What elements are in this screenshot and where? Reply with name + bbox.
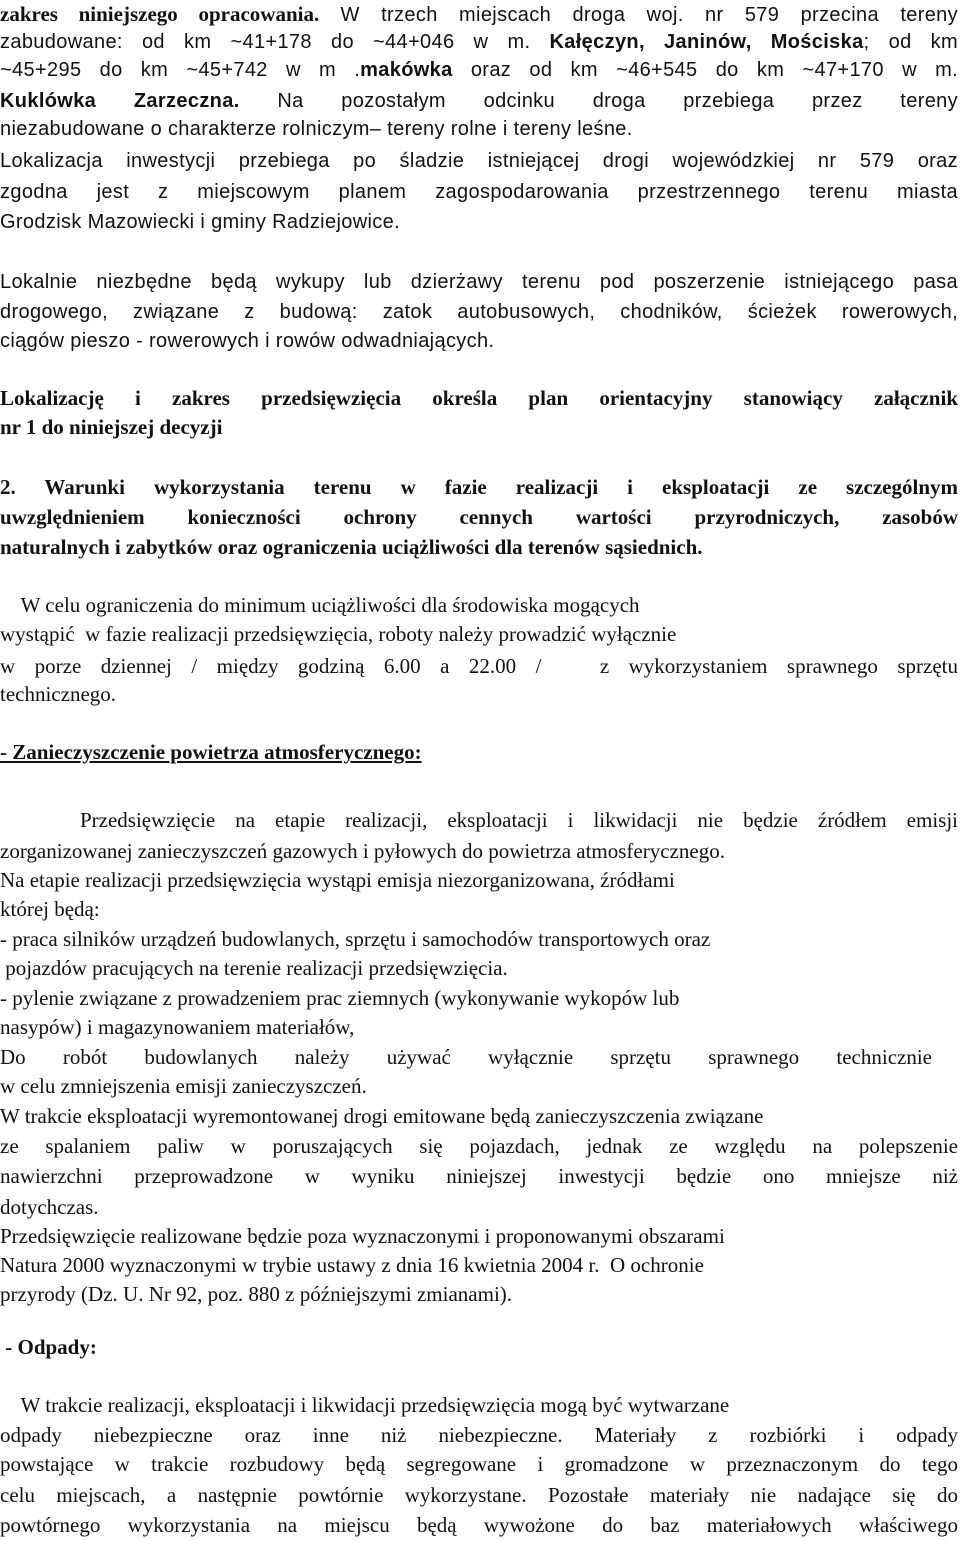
intro-line-2: zabudowane: od km ~41+178 do ~44+046 w m. Kałęczyn, Janinów, Mościska; od km	[0, 31, 959, 53]
intro-line-4: Kuklówka Zarzeczna. Na pozostałym odcinku droga przebiega przez tereny	[0, 90, 958, 112]
air-line-7: - pylenie związane z prowadzeniem prac ziemnych (wykonywanie wykopów lub	[0, 986, 680, 1010]
section-2-heading-line-1: 2. Warunki wykorzystania terenu w fazie realizacji i eksploatacji ze szczególnym	[0, 475, 958, 499]
purchase-line-3: ciągów pieszo - rowerowych i rowów odwadniających.	[0, 330, 495, 352]
works-line-3: w porze dziennej / między godziną 6.00 a 22.00 / z wykorzystaniem sprawnego sprzętu	[0, 654, 958, 678]
air-line-12: ze spalaniem paliw w poruszających się pojazdach, jednak ze względu na polepszenie	[0, 1134, 958, 1158]
waste-line-4: celu miejscach, a następnie powtórnie wykorzystane. Pozostałe materiały nie nadające się do	[0, 1483, 958, 1507]
air-line-2: zorganizowanej zanieczyszczeń gazowych i pyłowych do powietrza atmosferycznego.	[0, 839, 725, 863]
section-2-heading-line-2: uwzględnieniem konieczności ochrony cennych wartości przyrodniczych, zasobów	[0, 505, 958, 529]
purchase-line-1: Lokalnie niezbędne będą wykupy lub dzierżawy terenu pod poszerzenie istniejącego pasa	[0, 271, 958, 293]
air-line-11: W trakcie eksploatacji wyremontowanej drogi emitowane będą zanieczyszczenia związane	[0, 1104, 764, 1128]
air-line-10: w celu zmniejszenia emisji zanieczyszczeń.	[0, 1074, 367, 1098]
intro-line-6: Lokalizacja inwestycji przebiega po śladzie istniejącej drogi wojewódzkiej nr 579 oraz	[0, 150, 958, 172]
waste-line-1: W trakcie realizacji, eksploatacji i likwidacji przedsięwzięcia mogą być wytwarzane	[0, 1393, 730, 1417]
intro-line-8: Grodzisk Mazowiecki i gminy Radziejowice.	[0, 211, 401, 233]
air-line-8: nasypów) i magazynowaniem materiałów,	[0, 1015, 355, 1039]
waste-line-3: powstające w trakcie rozbudowy będą segregowane i gromadzone w przeznaczonym do tego	[0, 1452, 958, 1476]
air-line-5: - praca silników urządzeń budowlanych, sprzętu i samochodów transportowych oraz	[0, 927, 711, 951]
air-pollution-heading: - Zanieczyszczenie powietrza atmosferycznego:	[0, 740, 422, 764]
air-line-15: Przedsięwzięcie realizowane będzie poza wyznaczonymi i proponowanymi obszarami	[0, 1224, 725, 1248]
air-line-4: której będą:	[0, 897, 100, 921]
waste-heading: - Odpady:	[0, 1335, 97, 1359]
air-line-9: Do robót budowlanych należy używać wyłącznie sprzętu sprawnego technicznie	[0, 1045, 932, 1069]
air-line-16: Natura 2000 wyznaczonymi w trybie ustawy z dnia 16 kwietnia 2004 r. O ochronie	[0, 1253, 704, 1277]
air-line-13: nawierzchni przeprowadzone w wyniku niniejszej inwestycji będzie ono mniejsze niż	[0, 1164, 958, 1188]
air-line-14: dotychczas.	[0, 1195, 99, 1219]
intro-line-1: zakres niniejszego opracowania. W trzech miejscach droga woj. nr 579 przecina tereny	[0, 2, 958, 26]
intro-line-5: niezabudowane o charakterze rolniczym– tereny rolne i tereny leśne.	[0, 118, 633, 140]
location-note-line-2: nr 1 do niniejszej decyzji	[0, 415, 223, 439]
section-2-heading-line-3: naturalnych i zabytków oraz ograniczenia uciążliwości dla terenów sąsiednich.	[0, 535, 703, 559]
air-line-3: Na etapie realizacji przedsięwzięcia wystąpi emisja niezorganizowana, źródłami	[0, 868, 675, 892]
air-line-6: pojazdów pracujących na terenie realizacji przedsięwzięcia.	[0, 956, 508, 980]
works-line-4: technicznego.	[0, 682, 117, 706]
purchase-line-2: drogowego, związane z budową: zatok autobusowych, chodników, ścieżek rowerowych,	[0, 301, 958, 323]
intro-line-7: zgodna jest z miejscowym planem zagospodarowania przestrzennego terenu miasta	[0, 181, 958, 203]
works-line-2: wystąpić w fazie realizacji przedsięwzięcia, roboty należy prowadzić wyłącznie	[0, 622, 677, 646]
air-line-17: przyrody (Dz. U. Nr 92, poz. 880 z późniejszymi zmianami).	[0, 1282, 513, 1306]
works-line-1: W celu ograniczenia do minimum uciążliwości dla środowiska mogących	[0, 593, 640, 617]
waste-line-2: odpady niebezpieczne oraz inne niż niebezpieczne. Materiały z rozbiórki i odpady	[0, 1423, 958, 1447]
intro-line-3: ~45+295 do km ~45+742 w m .makówka oraz od km ~46+545 do km ~47+170 w m.	[0, 59, 958, 81]
location-note-line-1: Lokalizację i zakres przedsięwzięcia określa plan orientacyjny stanowiący załącznik	[0, 386, 958, 410]
waste-line-5: powtórnego wykorzystania na miejscu będą wywożone do baz materiałowych właściwego	[0, 1513, 958, 1537]
air-line-1: Przedsięwzięcie na etapie realizacji, eksploatacji i likwidacji nie będzie źródłem emisji	[0, 808, 958, 832]
